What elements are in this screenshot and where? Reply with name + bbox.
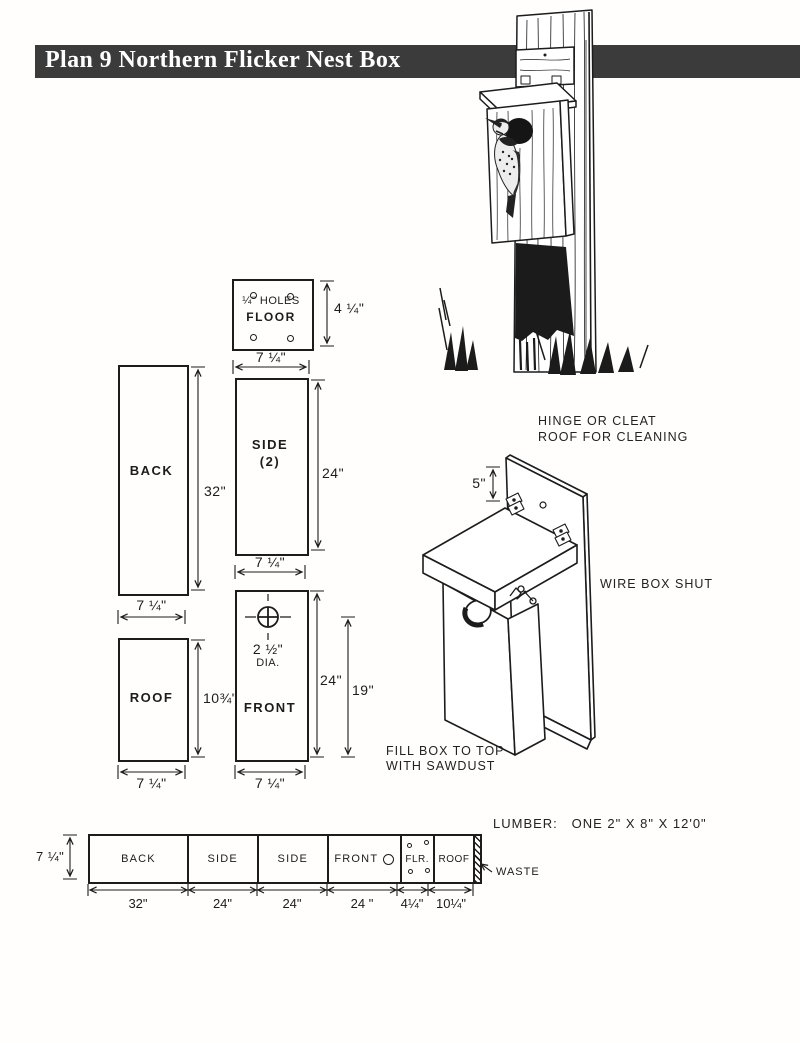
- hinge-note-line1: HINGE OR CLEAT: [538, 414, 657, 428]
- floor-hole-mark: [424, 840, 429, 845]
- lumber-section-label: BACK: [121, 853, 156, 865]
- side-width-dim: 7 ¼": [254, 554, 286, 570]
- back-label: BACK: [129, 463, 174, 478]
- floor-hole-mark: [425, 868, 430, 873]
- floor-label: FLOOR: [246, 310, 296, 324]
- floor-hole: [287, 335, 294, 342]
- page-title: Plan 9 Northern Flicker Nest Box: [45, 47, 401, 73]
- floor-hole: [250, 334, 257, 341]
- front-height-dim: 24": [320, 672, 343, 688]
- lumber-section-side2: [259, 836, 330, 882]
- roof-height-dim: 10¾": [203, 690, 238, 706]
- fill-note-line2: WITH SAWDUST: [386, 759, 496, 773]
- post-shading: [515, 243, 574, 341]
- front-hole-height-dim: 19": [352, 682, 375, 698]
- lumber-board: [88, 834, 482, 884]
- lumber-dim-side1: 24": [212, 896, 233, 911]
- back-extension-dim-label: 5": [472, 475, 486, 491]
- lumber-section-front: [329, 836, 402, 882]
- lumber-section-waste: [475, 836, 480, 882]
- side-qty: (2): [259, 454, 281, 469]
- lumber-section-label: FLR.: [405, 853, 430, 865]
- back-extension-dim: [486, 467, 500, 501]
- floor-width-dim: 7 ¼": [255, 349, 287, 365]
- floor-hole-mark: [408, 869, 413, 874]
- lumber-section-floor: [402, 836, 435, 882]
- floor-holes-note: ¼" HOLES: [242, 295, 300, 307]
- waste-leader: [481, 864, 492, 872]
- lumber-section-label: FRONT: [334, 853, 379, 865]
- front-width-dim: 7 ¼": [254, 775, 286, 791]
- hinge-note-line2: ROOF FOR CLEANING: [538, 430, 689, 444]
- side-height-dim: 24": [322, 465, 345, 481]
- lumber-section-side1: [189, 836, 259, 882]
- lumber-dim-front: 24 ": [350, 896, 374, 911]
- fill-note: [386, 744, 505, 774]
- front-hole-dia-unit: DIA.: [256, 657, 280, 669]
- wire-note: WIRE BOX SHUT: [600, 577, 714, 591]
- floor-height-dim: 4 ¼": [334, 300, 365, 316]
- back-height-dim: 32": [204, 483, 227, 499]
- waste-label: WASTE: [496, 866, 540, 878]
- nest-box-illustration: [439, 10, 648, 375]
- lumber-section-back: [90, 836, 189, 882]
- lumber-dim-roof: 10¼": [436, 896, 466, 911]
- front-hole-mark: [383, 854, 394, 865]
- back-part: [118, 365, 189, 596]
- front-part: [235, 590, 309, 762]
- roof-width-dim: 7 ¼": [136, 775, 167, 791]
- side-label: SIDE: [251, 437, 289, 452]
- roof-label: ROOF: [129, 690, 174, 705]
- lumber-height-dim: 7 ¼": [36, 849, 65, 864]
- front-hole-dia: 2 ½": [252, 641, 284, 657]
- floor-hole-mark: [407, 843, 412, 848]
- fill-note-line1: FILL BOX TO TOP: [386, 744, 505, 758]
- lumber-section-label: ROOF: [438, 853, 470, 865]
- hinge-note: [538, 413, 688, 445]
- lumber-dim-floor: 4¼": [400, 896, 424, 911]
- lumber-heading: LUMBER: ONE 2" X 8" X 12'0": [493, 816, 707, 831]
- lumber-dim-side2: 24": [282, 896, 302, 911]
- assembled-view: [423, 455, 595, 755]
- back-width-dim: 7 ¼": [136, 597, 167, 613]
- lumber-dim-back: 32": [128, 896, 148, 911]
- lumber-section-roof: [435, 836, 475, 882]
- lumber-section-label: SIDE: [277, 853, 309, 865]
- front-label: FRONT: [243, 700, 297, 715]
- lumber-section-label: SIDE: [207, 853, 238, 865]
- mounting-block: [516, 47, 574, 87]
